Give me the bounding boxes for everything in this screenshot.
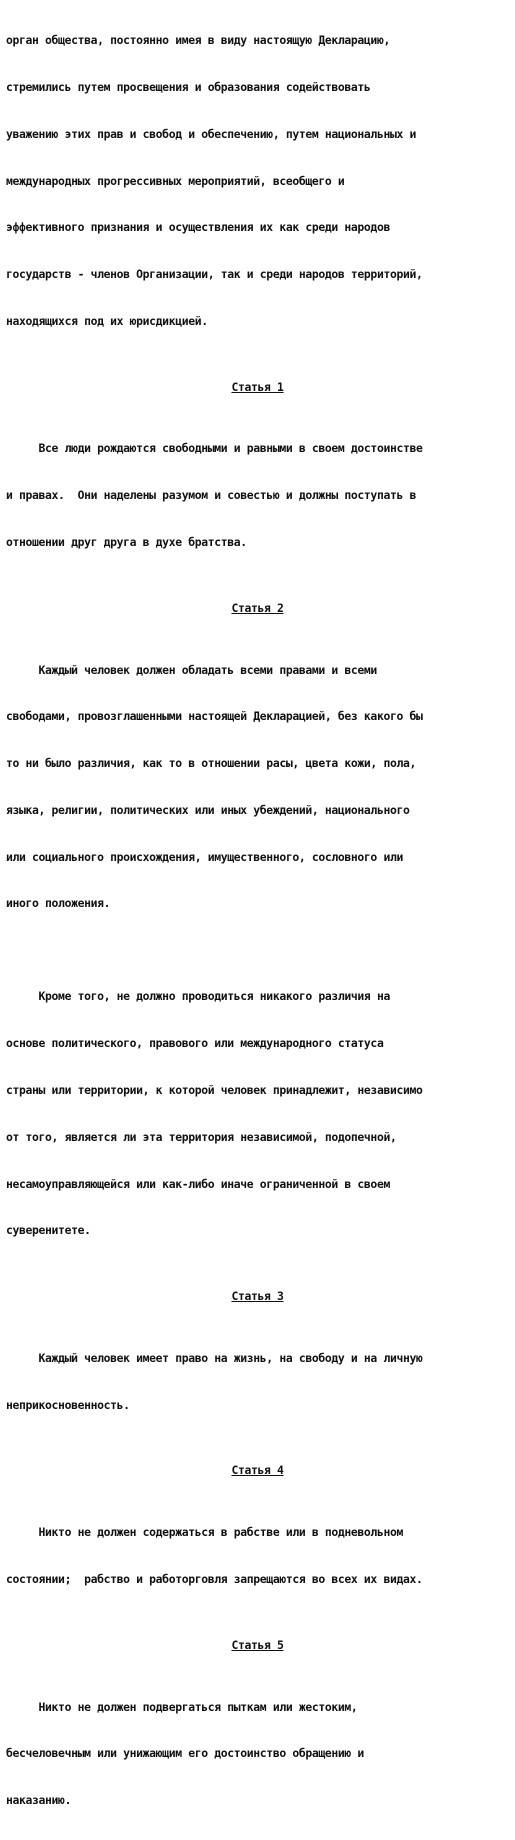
text-line: Никто не должен содержаться в рабстве или в подневольном — [6, 1525, 403, 1540]
intro-paragraph — [6, 2, 509, 361]
text-line: Никто не должен подвергаться пыткам или жестоким, — [6, 1699, 358, 1714]
text-line: то ни было различия, как то в отношении расы, цвета кожи, пола, — [6, 756, 416, 771]
text-line: суверенитете. — [6, 1223, 91, 1238]
text-line: страны или территории, к которой человек принадлежит, независимо — [6, 1083, 423, 1097]
text-line: орган общества, постоянно имея в виду настоящую Декларацию, — [6, 33, 390, 48]
text-line: государств - членов Организации, так и среди народов территорий, — [6, 267, 423, 282]
text-line: стремились путем просвещения и образования содействовать — [6, 79, 371, 94]
text-line: Все люди рождаются свободными и равными в своем достоинстве — [6, 441, 423, 456]
article-5-heading: Статья 5 — [231, 1637, 284, 1652]
text-line: эффективного признания и осуществления их как среди народов — [6, 220, 390, 235]
article-3-paragraph — [6, 1320, 509, 1445]
text-line: иного положения. — [6, 896, 111, 911]
text-line: отношении друг друга в духе братства. — [6, 535, 247, 549]
text-line: Каждый человек должен обладать всеми правами и всеми — [6, 662, 377, 677]
article-1-heading: Статья 1 — [231, 379, 284, 394]
text-line: уважению этих прав и свобод и обеспечению, путем национальных и — [6, 126, 416, 141]
text-line: Кроме того, не должно проводиться никакого различия на — [6, 989, 390, 1004]
article-4-heading: Статья 4 — [231, 1463, 284, 1478]
text-line: Каждый человек имеет право на жизнь, на свободу и на личную — [6, 1350, 423, 1365]
article-1-paragraph — [6, 410, 509, 582]
text-line: бесчеловечным или унижающим его достоинство обращению и — [6, 1746, 364, 1761]
text-line: основе политического, правового или международного статуса — [6, 1036, 384, 1051]
text-line: находящихся под их юрисдикцией. — [6, 313, 208, 328]
article-2-paragraph-1 — [6, 631, 509, 943]
text-line: наказанию. — [6, 1793, 72, 1808]
text-line: или социального происхождения, имущественного, сословного или — [6, 849, 403, 864]
article-3-heading: Статья 3 — [231, 1289, 284, 1304]
text-line: несамоуправляющейся или как-либо иначе ограниченной в своем — [6, 1176, 390, 1191]
article-2-paragraph-2 — [6, 958, 509, 1270]
text-line: международных прогрессивных мероприятий, всеобщего и — [6, 173, 345, 188]
text-line: свободами, провозглашенными настоящей Декларацией, без какого бы — [6, 709, 423, 724]
text-line: неприкосновенность. — [6, 1397, 130, 1412]
article-5-paragraph — [6, 1668, 509, 1840]
text-line: и правах. Они наделены разумом и совестью и должны поступать в — [6, 488, 416, 503]
text-line: языка, религии, политических или иных убеждений, национального — [6, 802, 410, 817]
text-line: состоянии; рабство и работорговля запрещаются во всех их видах. — [6, 1572, 423, 1587]
article-2-heading: Статья 2 — [231, 600, 284, 615]
article-4-paragraph — [6, 1494, 509, 1619]
text-line: от того, является ли эта территория независимой, подопечной, — [6, 1129, 397, 1144]
